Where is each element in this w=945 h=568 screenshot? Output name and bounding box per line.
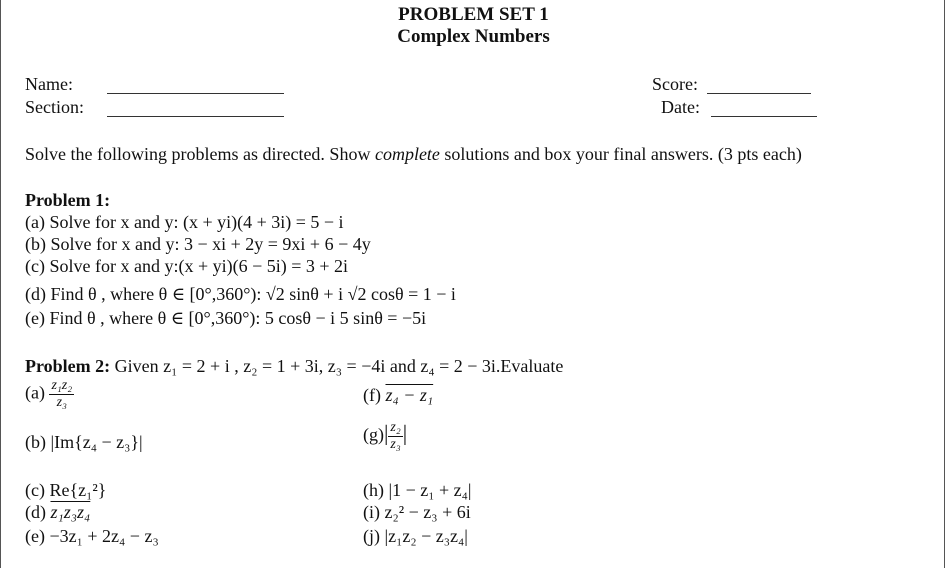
problem1-heading: Problem 1:: [25, 190, 111, 210]
problem2-item-g: [363, 420, 407, 453]
abs-bar-right: |: [402, 420, 408, 446]
item-f-label: (f): [363, 385, 386, 405]
abs-bar-left: |: [384, 420, 389, 446]
problem1-item-b: (b) Solve for x and y: 3 − xi + 2y = 9xi + 6 − 4y: [25, 234, 371, 254]
name-blank-line[interactable]: [107, 93, 284, 94]
item-a-denominator: z₃: [56, 395, 67, 410]
problem2-item-h: (h) |1 − z₁ + z₄|: [363, 480, 472, 500]
problem2-item-j: (j) |z₁z₂ − z₃z₄|: [363, 526, 468, 546]
problem2-item-e: (e) −3z₁ + 2z₄ − z₃: [25, 526, 159, 546]
problem2-item-i: (i) z₂² − z₃ + 6i: [363, 502, 471, 522]
date-label: Date:: [661, 97, 700, 117]
problem2-heading: Problem 2:: [25, 356, 111, 376]
problem2-item-d: [25, 502, 90, 523]
problem2-item-f: [363, 385, 433, 406]
problem1-item-d: (d) Find θ , where θ ∈ [0°,360°): √2 sinθ + i √2 cosθ = 1 − i: [25, 284, 456, 304]
page-subtitle: Complex Numbers: [397, 26, 550, 47]
item-f-expression: z₄ − z₁: [385, 385, 434, 405]
problem2-item-b: (b) |Im{z₄ − z₃}|: [25, 432, 143, 452]
score-blank-line[interactable]: [707, 93, 811, 94]
problem2-item-c: (c) Re{z₁²}: [25, 480, 107, 500]
item-g-denominator: z₃: [390, 437, 401, 452]
problem1-item-e: (e) Find θ , where θ ∈ [0°,360°): 5 cosθ − i 5 sinθ = −5i: [25, 308, 427, 328]
date-blank-line[interactable]: [711, 116, 817, 117]
problem2-item-a: [25, 378, 74, 411]
item-g-label: (g): [363, 424, 384, 445]
name-label: Name:: [25, 74, 73, 94]
item-d-expression: z₁z₃z₄: [50, 502, 91, 522]
item-a-fraction: [49, 378, 74, 411]
page-title: PROBLEM SET 1: [398, 4, 549, 25]
problem2-given: Given z₁ = 2 + i , z₂ = 1 + 3i, z₃ = −4i and z₄ = 2 − 3i.Evaluate: [114, 356, 564, 376]
section-label: Section:: [25, 97, 84, 117]
instructions-after: solutions and box your final answers. (3 pts each): [439, 144, 802, 164]
item-g-numerator: z₂: [390, 420, 401, 435]
instructions: [25, 144, 802, 165]
instructions-before: Solve the following problems as directed. Show: [25, 144, 375, 164]
problem1-item-c: (c) Solve for x and y:(x + yi)(6 − 5i) = 3 + 2i: [25, 256, 349, 276]
section-blank-line[interactable]: [107, 116, 284, 117]
item-g-fraction: [388, 420, 402, 453]
item-d-label: (d): [25, 502, 51, 522]
problem2-header: [25, 356, 563, 377]
instructions-emphasis: complete: [374, 144, 440, 164]
score-label: Score:: [652, 74, 698, 94]
item-a-label: (a): [25, 382, 45, 403]
problem1-item-a: (a) Solve for x and y: (x + yi)(4 + 3i) = 5 − i: [25, 212, 344, 232]
item-a-numerator: z₁z₂: [51, 378, 73, 393]
